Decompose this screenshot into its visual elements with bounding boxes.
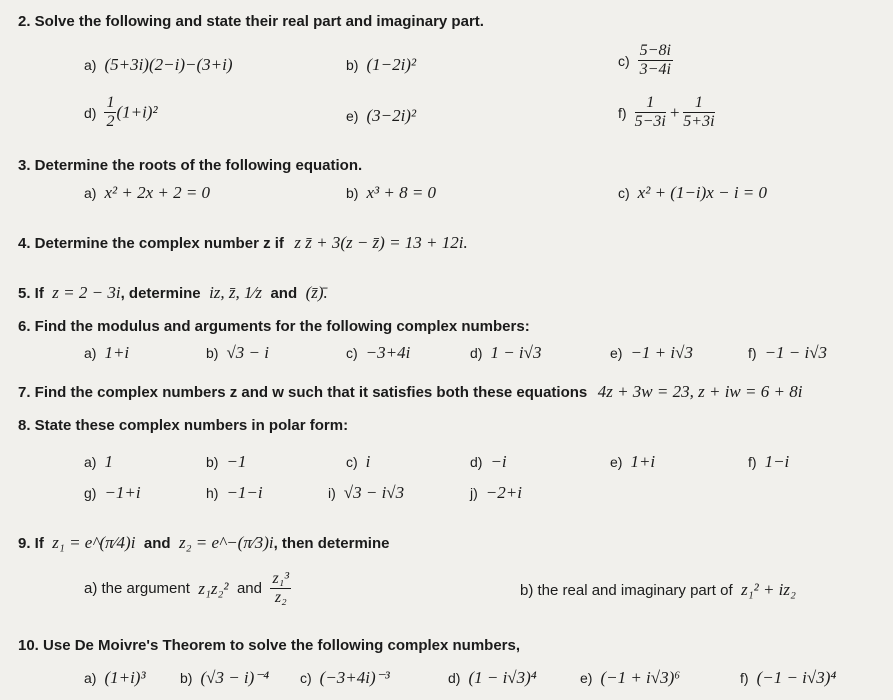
q2-c-num: 5−8i [639, 42, 671, 59]
q6-e-label: e) [610, 345, 623, 361]
q7-expr: 4z + 3w = 23, z + iw = 6 + 8i [597, 382, 803, 401]
q2-d [84, 94, 158, 131]
q9-b-expr: z₁² + iz₂ [741, 580, 796, 599]
q9-a-den: z₂ [274, 589, 287, 606]
q6-d-expr: 1 − i√3 [490, 343, 542, 362]
q2-a [84, 55, 232, 75]
q2-f-num1: 1 [635, 94, 666, 113]
q2-f [618, 94, 715, 131]
q2-f-label: f) [618, 104, 627, 121]
q4-expr: z z̄ + 3(z − z̄) = 13 + 12i. [294, 233, 468, 252]
q10-d-label: d) [448, 670, 461, 686]
q6-b-label: b) [206, 345, 219, 361]
q6-c [346, 343, 410, 363]
q6-a-expr: 1+i [104, 343, 130, 362]
q9-a-num: z₁³ [272, 570, 290, 587]
q3-b [346, 183, 436, 203]
q3-c-expr: x² + (1−i)x − i = 0 [637, 183, 768, 202]
q9-text: 9. If [18, 535, 44, 552]
q2-e [346, 106, 416, 126]
q8-j-label: j) [470, 485, 478, 501]
q2-f-fraction-2 [683, 94, 714, 131]
q2-a-label: a) [84, 57, 97, 73]
q8-e-label: e) [610, 454, 623, 470]
q6-d-label: d) [470, 345, 483, 361]
q6-d [470, 343, 541, 363]
q6-e [610, 343, 693, 363]
q10-a [84, 668, 146, 688]
q10-c [300, 668, 390, 688]
q10-e [580, 668, 680, 688]
q2-d-label: d) [84, 104, 97, 121]
q2-e-label: e) [346, 108, 359, 124]
q2-a-expr: (5+3i)(2−i)−(3+i) [104, 55, 233, 74]
q6-e-expr: −1 + i√3 [630, 343, 693, 362]
q3-a-label: a) [84, 185, 97, 201]
q9 [18, 533, 389, 553]
q8-i-expr: √3 − i√3 [343, 483, 405, 502]
q2-f-num2: 1 [683, 94, 714, 113]
q8-a-label: a) [84, 454, 97, 470]
q2-c [618, 42, 673, 79]
q10-e-expr: (−1 + i√3)⁶ [600, 668, 681, 687]
q8-g [84, 483, 141, 503]
q8-j-expr: −2+i [485, 483, 522, 502]
q2-b [346, 55, 416, 75]
q8-d [470, 452, 507, 472]
q9-then: , then determine [273, 535, 390, 552]
q10-d-expr: (1 − i√3)⁴ [468, 668, 537, 687]
q6-f-label: f) [748, 345, 757, 361]
q9-b-text: b) the real and imaginary part of [520, 582, 733, 599]
q8-f [748, 452, 789, 472]
q2-c-fraction [638, 42, 673, 79]
q10-f-label: f) [740, 670, 749, 686]
q8-e-expr: 1+i [630, 452, 656, 471]
q10-b [180, 668, 269, 688]
q8-f-label: f) [748, 454, 757, 470]
q5-text: 5. If [18, 285, 44, 302]
q9-z2: z₂ = e^−(π⁄3)i [179, 533, 274, 552]
q8-c [346, 452, 370, 472]
q8-b-expr: −1 [226, 452, 247, 471]
q5-text2: , determine [120, 285, 201, 302]
q10-f [740, 668, 836, 688]
q8-e [610, 452, 655, 472]
q6-f [748, 343, 827, 363]
q8-h-label: h) [206, 485, 219, 501]
q8-j [470, 483, 522, 503]
q9-b [520, 580, 796, 600]
q2-d-expr: (1+i)² [116, 102, 158, 122]
q3-title: 3. Determine the roots of the following equation. [18, 157, 363, 174]
q7 [18, 382, 802, 402]
q9-z1: z₁ = e^(π⁄4)i [52, 533, 136, 552]
q8-d-expr: −i [490, 452, 507, 471]
q5-expr1: z = 2 − 3i [52, 283, 121, 302]
q3-a [84, 183, 210, 203]
q2-b-expr: (1−2i)² [366, 55, 417, 74]
q8-h-expr: −1−i [226, 483, 263, 502]
q3-c-label: c) [618, 185, 630, 201]
q5-expr3: (z̄)̄. [305, 283, 328, 302]
q6-a-label: a) [84, 345, 97, 361]
q10-f-expr: (−1 − i√3)⁴ [756, 668, 837, 687]
q8-a-expr: 1 [104, 452, 113, 471]
q2-e-expr: (3−2i)² [366, 106, 417, 125]
q2-b-label: b) [346, 57, 359, 73]
q2-d-fraction [104, 94, 116, 131]
q4-text: 4. Determine the complex number z if [18, 235, 284, 252]
q2-f-den1: 5−3i [634, 113, 666, 130]
q8-f-expr: 1−i [764, 452, 790, 471]
q6-c-expr: −3+4i [365, 343, 411, 362]
q3-a-expr: x² + 2x + 2 = 0 [104, 183, 211, 202]
q8-g-expr: −1+i [104, 483, 141, 502]
q8-c-label: c) [346, 454, 358, 470]
q6-title: 6. Find the modulus and arguments for the following complex numbers: [18, 318, 530, 335]
q2-d-den: 2 [106, 113, 115, 130]
q5 [18, 283, 328, 303]
q2-c-label: c) [618, 52, 630, 69]
q9-a-text: a) the argument [84, 580, 190, 597]
q10-d [448, 668, 537, 688]
q8-i-label: i) [328, 485, 336, 501]
q2-title: 2. Solve the following and state their real part and imaginary part. [18, 13, 484, 30]
q10-title: 10. Use De Moivre's Theorem to solve the following complex numbers, [18, 637, 521, 654]
q6-f-expr: −1 − i√3 [764, 343, 828, 362]
q8-a [84, 452, 113, 472]
q3-b-label: b) [346, 185, 359, 201]
q2-c-den: 3−4i [639, 61, 671, 78]
q8-g-label: g) [84, 485, 97, 501]
q3-b-expr: x³ + 8 = 0 [366, 183, 437, 202]
q9-a-and: and [236, 580, 262, 597]
q10-b-expr: (√3 − i)⁻⁴ [200, 668, 270, 687]
q6-a [84, 343, 129, 363]
q9-a [84, 570, 291, 607]
q8-d-label: d) [470, 454, 483, 470]
q10-a-expr: (1+i)³ [104, 668, 146, 687]
q6-b-expr: √3 − i [226, 343, 269, 362]
q7-text: 7. Find the complex numbers z and w such that it satisfies both these equations [18, 384, 588, 401]
q8-title: 8. State these complex numbers in polar form: [18, 417, 349, 434]
q8-i [328, 483, 404, 503]
q10-e-label: e) [580, 670, 593, 686]
q2-d-num: 1 [106, 94, 115, 111]
q5-text3: and [270, 285, 298, 302]
q9-a-expr1: z₁z₂² [198, 578, 229, 598]
q2-f-plus: + [668, 102, 681, 122]
q10-c-expr: (−3+4i)⁻³ [319, 668, 390, 687]
q9-and: and [143, 535, 171, 552]
q10-b-label: b) [180, 670, 193, 686]
q3-c [618, 183, 767, 203]
q8-c-expr: i [365, 452, 371, 471]
q8-h [206, 483, 263, 503]
q10-c-label: c) [300, 670, 312, 686]
q2-f-den2: 5+3i [683, 113, 715, 130]
q2-f-fraction-1 [635, 94, 666, 131]
q8-b-label: b) [206, 454, 219, 470]
q10-a-label: a) [84, 670, 97, 686]
q4 [18, 233, 468, 253]
q6-b [206, 343, 269, 363]
q8-b [206, 452, 246, 472]
q9-a-fraction [270, 570, 291, 607]
q6-c-label: c) [346, 345, 358, 361]
q5-expr2: iz, z̄, 1⁄z [209, 283, 262, 302]
